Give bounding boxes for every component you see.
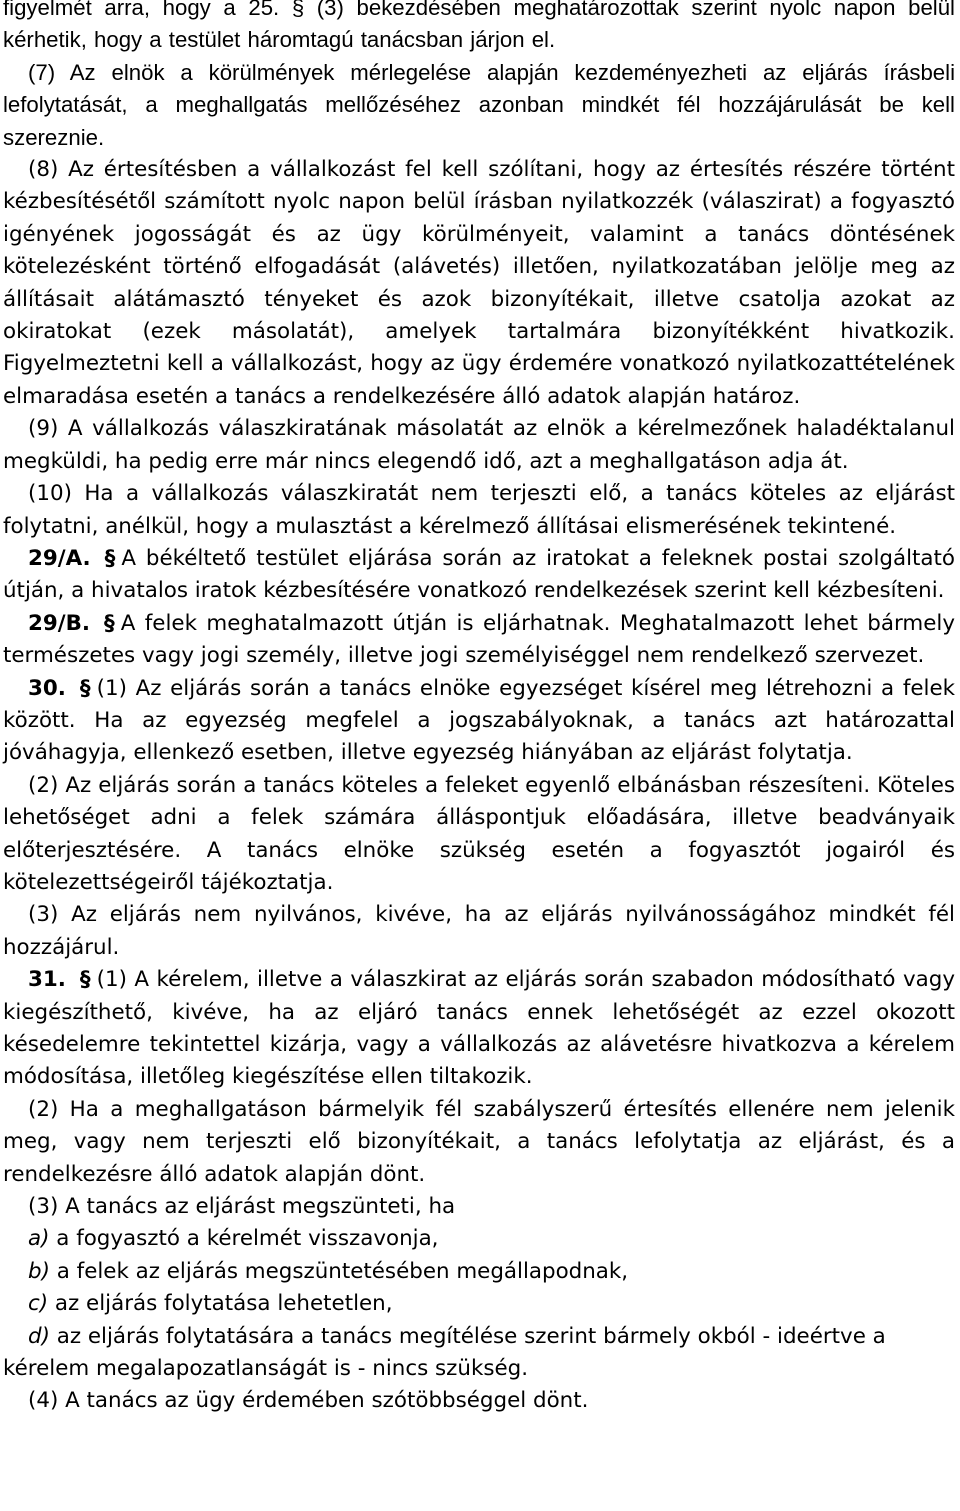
paragraph-text: A felek meghatalmazott útján is eljárhatnak. Meghatalmazott lehet bármely természetes vagy jogi személy, illetve jogi személyiséggel nem rendelkező szervezet.: [3, 610, 955, 669]
paragraph-p-31-4: [3, 1385, 955, 1417]
paragraph-text: (4) A tanács az ügy érdemében szótöbbséggel dönt.: [28, 1388, 589, 1414]
section-number: 29/A.: [28, 545, 91, 571]
paragraph-text: (3) Az eljárás nem nyilvános, kivéve, ha az eljárás nyilvánosságához mindkét fél hozzájárul.: [3, 902, 955, 960]
item-letter: b): [28, 1258, 50, 1284]
paragraph-p-29a: [3, 543, 955, 608]
paragraph-p-30-2: [3, 770, 955, 900]
paragraph-text: A békéltető testület eljárása során az iratokat a feleknek postai szolgáltató útján, a hivatalos iratok kézbesítésére vonatkozó rendelkezések szerint kell kézbesíteni.: [3, 545, 955, 604]
paragraph-p-31-3-c: [3, 1288, 955, 1320]
item-letter: a): [28, 1226, 50, 1252]
paragraph-p-31-1: [3, 964, 955, 1094]
section-number: 29/B.: [28, 610, 91, 636]
paragraph-p-28-10: [3, 478, 955, 543]
section-sign: §: [79, 675, 91, 701]
paragraph-text: (1) Az eljárás során a tanács elnöke egyezséget kísérel meg létrehozni a felek között. Ha az egyezség megfelel a jogszabályoknak, a tanács azt határozattal jóváhagyja, ellenkező esetben, illetve egyezség hiányában az eljárást folytatja.: [3, 675, 955, 766]
paragraph-p-31-3-b: [3, 1256, 955, 1288]
section-sign: §: [104, 610, 115, 636]
paragraph-text: (7) Az elnök a körülmények mérlegelése alapján kezdeményezheti az eljárás írásbeli lefolytatását, a meghallgatás mellőzéséhez azonban mindkét fél hozzájárulását be kell szereznie.: [3, 59, 955, 150]
paragraph-text: (9) A vállalkozás válaszkiratának másolatát az elnök a kérelmezőnek haladéktalanul megküldi, ha pedig erre már nincs elegendő idő, azt a meghallgatáson adja át.: [3, 416, 955, 474]
section-sign: §: [79, 967, 91, 993]
paragraph-p-31-3-d: [3, 1321, 955, 1386]
paragraph-text: az eljárás folytatására a tanács megítélése szerint bármely okból - ideértve a kérelem megalapozatlanságát is - nincs szükség.: [3, 1323, 886, 1382]
paragraph-text: figyelmét arra, hogy a 25. § (3) bekezdésében meghatározottak szerint nyolc napon belül kérhetik, hogy a testület háromtagú tanácsban járjon el.: [3, 0, 955, 53]
section-number: 30.: [28, 675, 66, 701]
paragraph-p-30-1: [3, 673, 955, 770]
paragraph-text: (2) Ha a meghallgatáson bármelyik fél szabályszerű értesítés ellenére nem jelenik meg, vagy nem terjeszti elő bizonyítékait, a tanács lefolytatja az eljárást, és a rendelkezésre álló adatok alapján dönt.: [3, 1096, 955, 1187]
paragraph-p-31-3-a: [3, 1223, 955, 1255]
section-number: 31.: [28, 967, 66, 993]
paragraph-p-31-2: [3, 1094, 955, 1191]
paragraph-text: (10) Ha a vállalkozás válaszkiratát nem terjeszti elő, a tanács köteles az eljárást folytatni, anélkül, hogy a mulasztást a kérelmező állításai elismerésének tekintené.: [3, 481, 955, 539]
paragraph-text: az eljárás folytatása lehetetlen,: [54, 1291, 393, 1317]
paragraph-p-29b: [3, 608, 955, 673]
paragraph-p-31-3: [3, 1191, 955, 1223]
paragraph-text: a fogyasztó a kérelmét visszavonja,: [56, 1226, 439, 1252]
paragraph-text: (8) Az értesítésben a vállalkozást fel kell szólítani, hogy az értesítés részére történt kézbesítésétől számított nyolc napon belül írásban nyilatkozzék (válaszirat) a fogyasztó igényének jogosságát és az ügy körülményeit, valamint a tanács döntésének kötelezésként történő elfogadását (alávetés) illetően, nyilatkozatában jelölje meg az állításait alátámasztó tényeket és azok bizonyítékait, illetve csatolja azokat az okiratokat (ezek másolatát), amelyek tartalmára bizonyítékként hivatkozik. Figyelmeztetni kell a vállalkozást, hogy az ügy érdemére vonatkozó nyilatkozattételének elmaradása esetén a tanács a rendelkezésére álló adatok alapján határoz.: [3, 157, 955, 409]
document-page: [3, 0, 955, 1418]
paragraph-p-28-7: [3, 57, 955, 154]
paragraph-text: (3) A tanács az eljárást megszünteti, ha: [28, 1194, 456, 1220]
paragraph-text: (2) Az eljárás során a tanács köteles a feleket egyenlő elbánásban részesíteni. Köteles lehetőséget adni a felek számára álláspontjuk előadására, illetve beadványaik előterjesztésére. A tanács elnöke szükség esetén a fogyasztót jogairól és kötelezettségeiről tájékoztatja.: [3, 772, 955, 895]
paragraph-p-28-9: [3, 413, 955, 478]
paragraph-text: a felek az eljárás megszüntetésében megállapodnak,: [56, 1258, 629, 1284]
paragraph-p-28-8: [3, 154, 955, 413]
item-letter: c): [28, 1291, 49, 1317]
item-letter: d): [28, 1323, 50, 1349]
paragraph-p-intro-end: [3, 0, 955, 57]
paragraph-p-30-3: [3, 899, 955, 964]
section-sign: §: [104, 545, 116, 571]
paragraph-text: (1) A kérelem, illetve a válaszkirat az eljárás során szabadon módosítható vagy kiegészíthető, kivéve, ha az eljáró tanács ennek lehetőségét az ezzel okozott késedelemre tekintettel kizárja, vagy a vállalkozás az alávetésre hivatkozva a kérelem módosítása, illetőleg kiegészítése ellen tiltakozik.: [3, 967, 955, 1090]
